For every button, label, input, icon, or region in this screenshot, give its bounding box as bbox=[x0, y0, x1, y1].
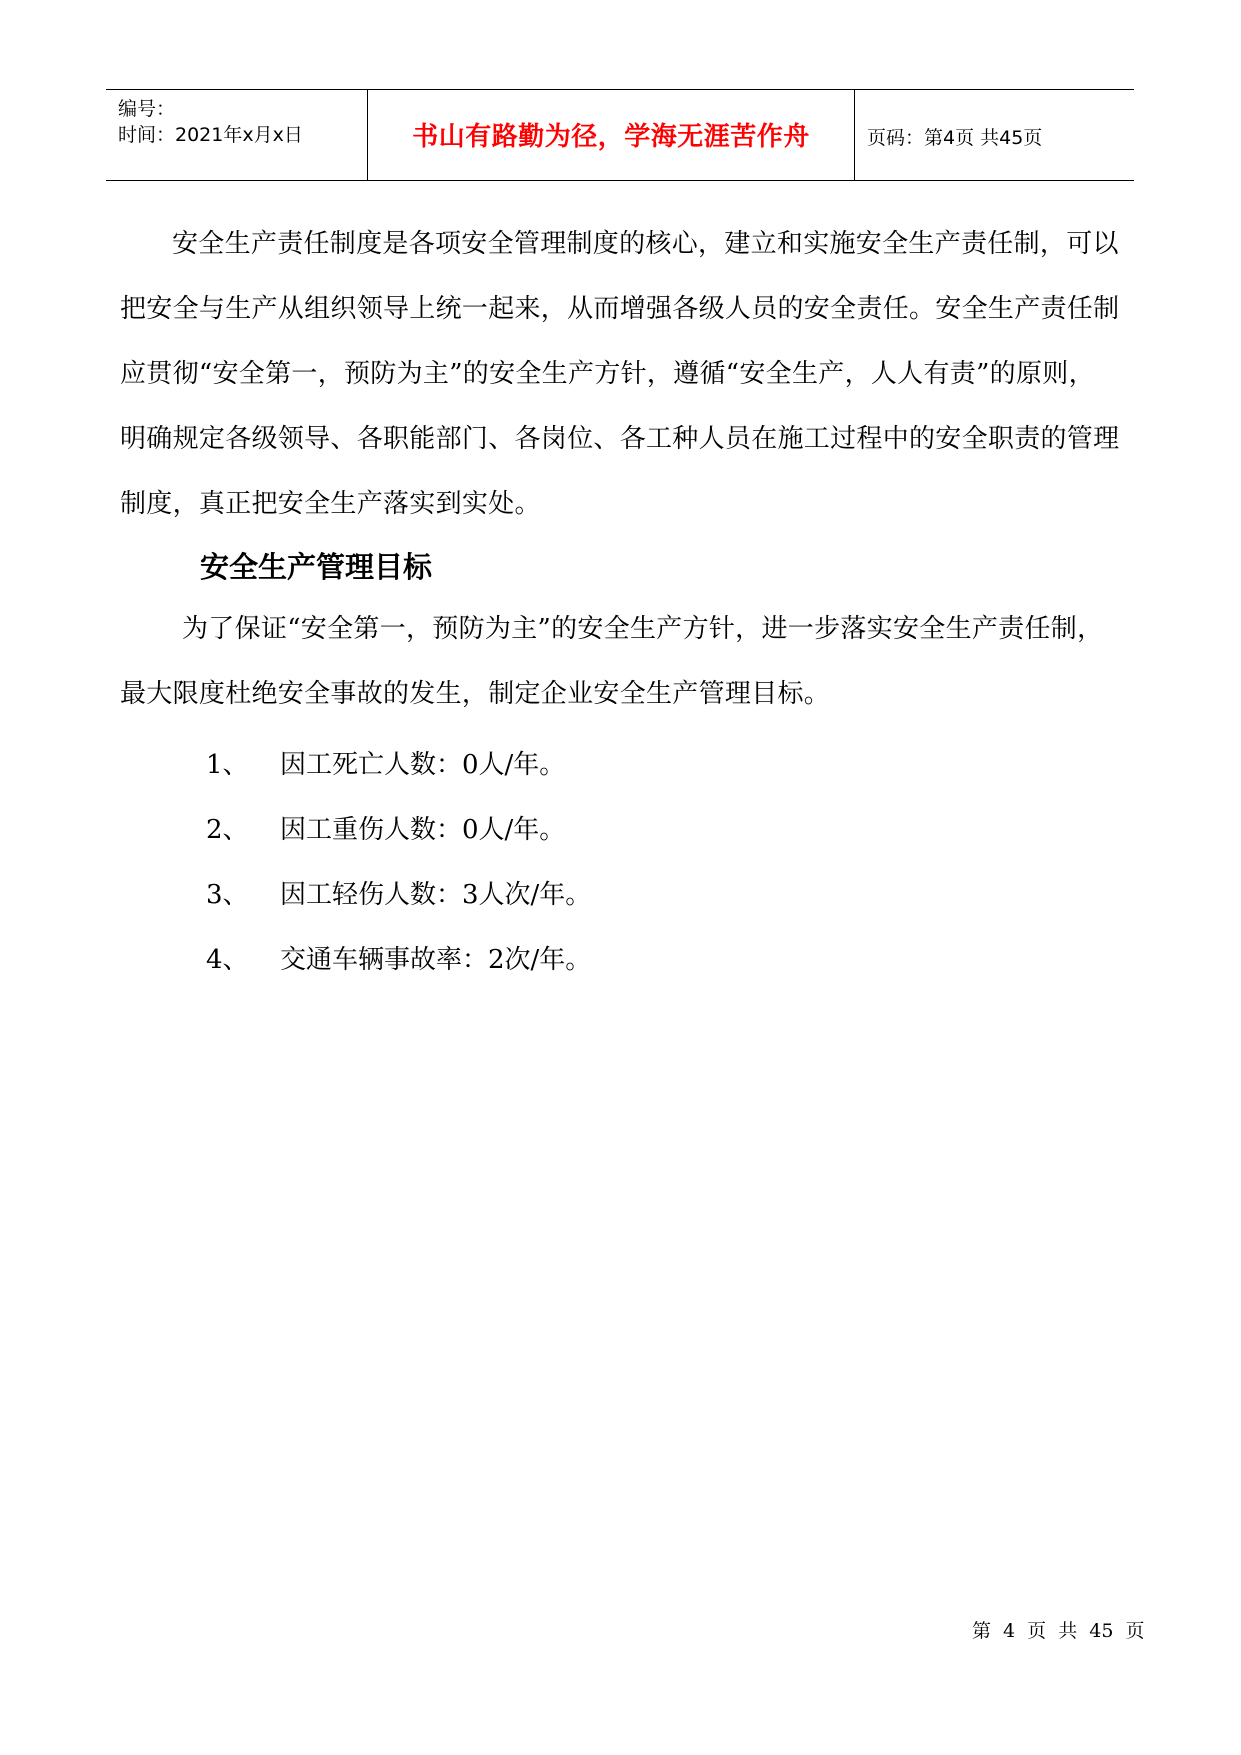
list-item bbox=[206, 733, 591, 798]
list-item-text: 因工重伤人数：0人/年。 bbox=[280, 815, 566, 845]
document-number-label: 编号： bbox=[118, 98, 176, 120]
page-footer-number: 第 4 页 共 45 页 bbox=[972, 1620, 1145, 1642]
list-item bbox=[206, 863, 591, 928]
document-header bbox=[106, 89, 1134, 181]
list-item-number: 3、 bbox=[206, 880, 249, 910]
list-item-text: 因工轻伤人数：3人次/年。 bbox=[280, 880, 592, 910]
list-item-number: 4、 bbox=[206, 945, 249, 975]
paragraph-management-goals: 为了保证“安全第一，预防为主”的安全生产方针，进一步落实安全生产责任制，最大限度杜绝安全事故的发生，制定企业安全生产管理目标。 bbox=[120, 614, 1104, 709]
paragraph-responsibility-system: 安全生产责任制度是各项安全管理制度的核心，建立和实施安全生产责任制，可以把安全与生产从组织领导上统一起来，从而增强各级人员的安全责任。安全生产责任制应贯彻“安全第一，预防为主”的安全生产方针，遵循“安全生产，人人有责”的原则，明确规定各级领导、各职能部门、各岗位、各工种人员在施工过程中的安全职责的管理制度，真正把安全生产落实到实处。 bbox=[120, 229, 1120, 519]
list-item bbox=[206, 928, 591, 993]
list-item-number: 2、 bbox=[206, 815, 249, 845]
header-page-info: 页码：第4页 共45页 bbox=[867, 127, 1043, 149]
header-meta-cell bbox=[106, 90, 368, 180]
header-motto: 书山有路勤为径，学海无涯苦作舟 bbox=[412, 122, 810, 152]
header-page-cell bbox=[855, 90, 1134, 180]
target-list bbox=[206, 733, 591, 993]
list-item-text: 因工死亡人数：0人/年。 bbox=[280, 750, 566, 780]
document-date: 时间：2021年x月x日 bbox=[118, 124, 303, 146]
list-item bbox=[206, 798, 591, 863]
list-item-text: 交通车辆事故率：2次/年。 bbox=[280, 945, 592, 975]
section-heading: 安全生产管理目标 bbox=[200, 550, 433, 584]
list-item-number: 1、 bbox=[206, 750, 249, 780]
header-motto-cell bbox=[368, 90, 855, 180]
